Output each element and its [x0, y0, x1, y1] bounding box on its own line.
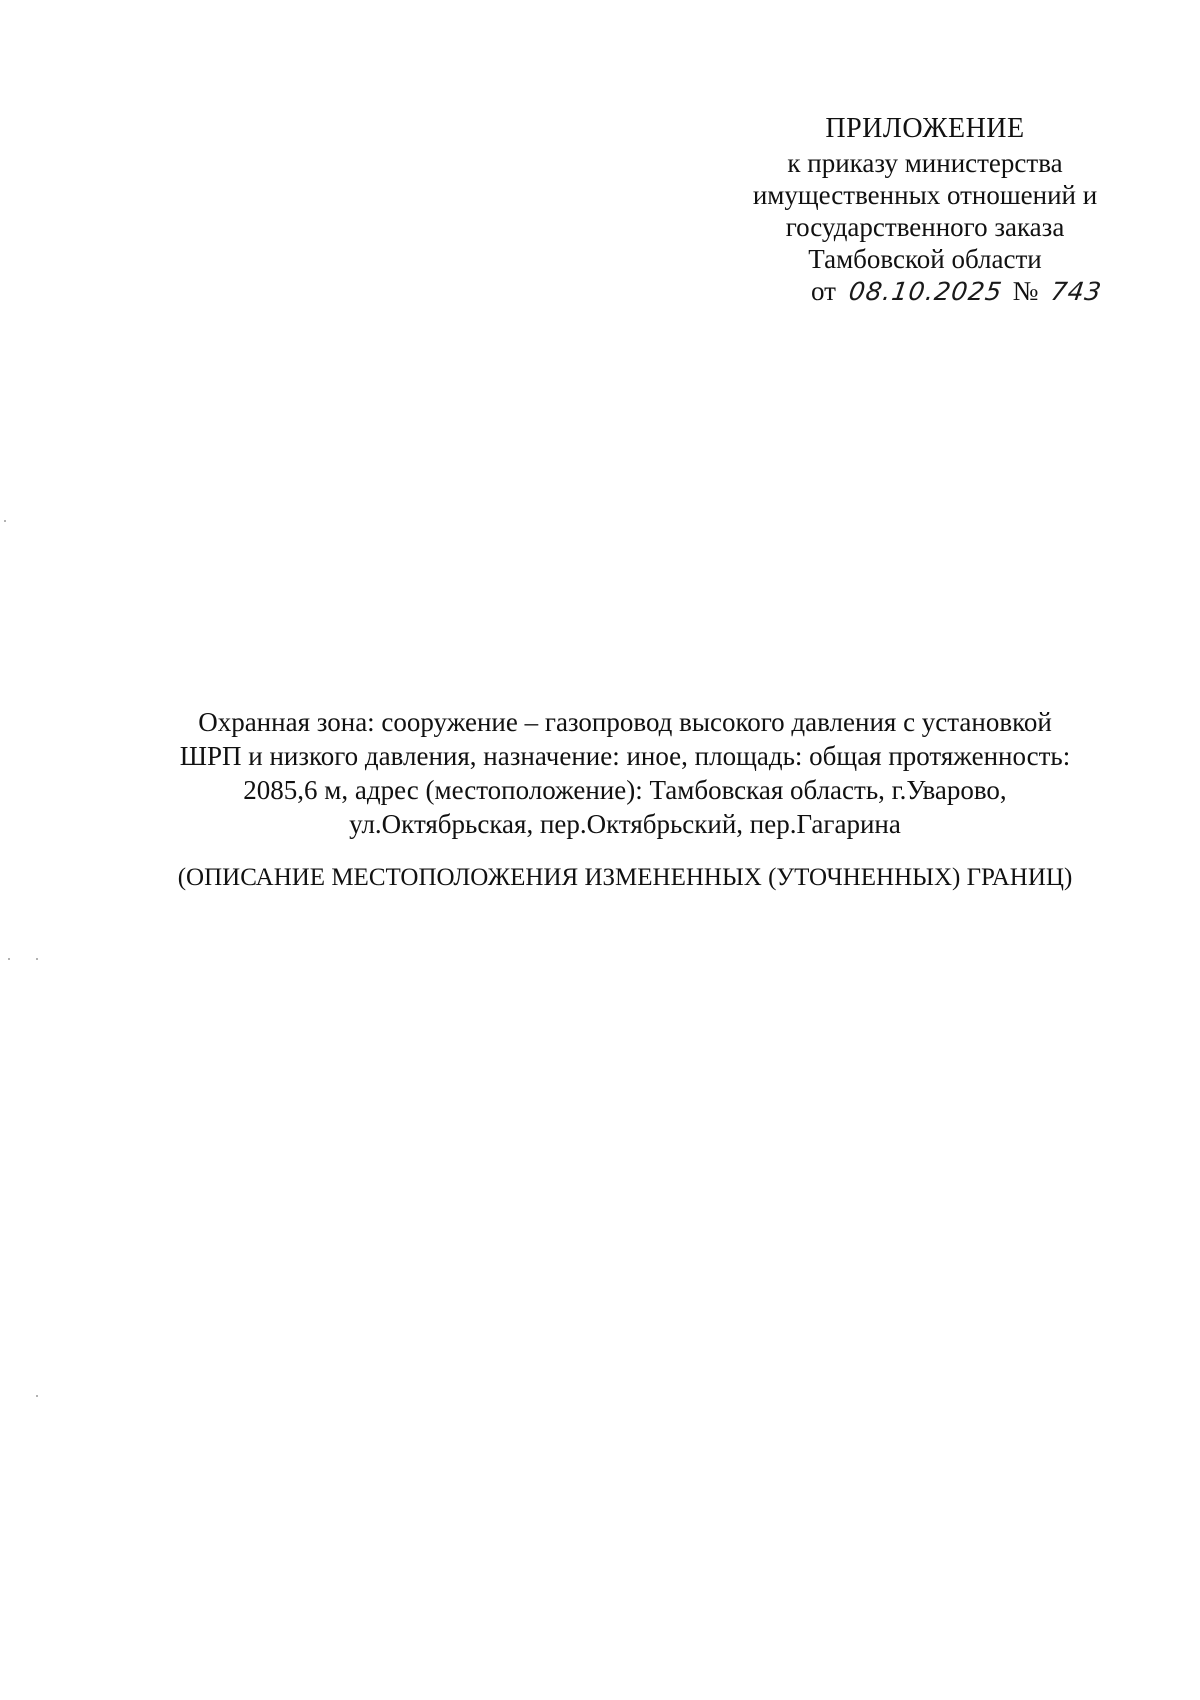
protection-zone-description — [150, 705, 1100, 841]
handwritten-date: 08.10.2025 — [846, 277, 1004, 306]
handwritten-order-number: 743 — [1049, 277, 1104, 306]
description-line-3: 2085,6 м, адрес (местоположение): Тамбовская область, г.Уварово, — [243, 775, 1007, 805]
number-sign: № — [1012, 276, 1039, 306]
appendix-line-2: имущественных отношений и — [752, 180, 1098, 210]
order-date-line — [715, 275, 1135, 308]
scan-speck — [8, 958, 10, 960]
scan-speck — [4, 520, 6, 522]
appendix-line-3: государственного заказа — [785, 212, 1065, 242]
description-line-2: ШРП и низкого давления, назначение: иное, площадь: общая протяженность: — [179, 741, 1071, 771]
appendix-header — [715, 113, 1135, 308]
appendix-title: ПРИЛОЖЕНИЕ — [825, 113, 1025, 144]
date-prefix: от — [811, 276, 836, 306]
appendix-line-1: к приказу министерства — [787, 148, 1063, 178]
scan-speck — [36, 958, 38, 960]
description-line-4: ул.Октябрьская, пер.Октябрьский, пер.Гагарина — [349, 809, 901, 839]
appendix-line-4: Тамбовской области — [808, 244, 1042, 274]
scan-speck — [36, 1395, 38, 1397]
section-subtitle: (ОПИСАНИЕ МЕСТОПОЛОЖЕНИЯ ИЗМЕНЕННЫХ (УТОЧНЕННЫХ) ГРАНИЦ) — [177, 864, 1073, 891]
description-line-1: Охранная зона: сооружение – газопровод высокого давления с установкой — [198, 707, 1052, 737]
